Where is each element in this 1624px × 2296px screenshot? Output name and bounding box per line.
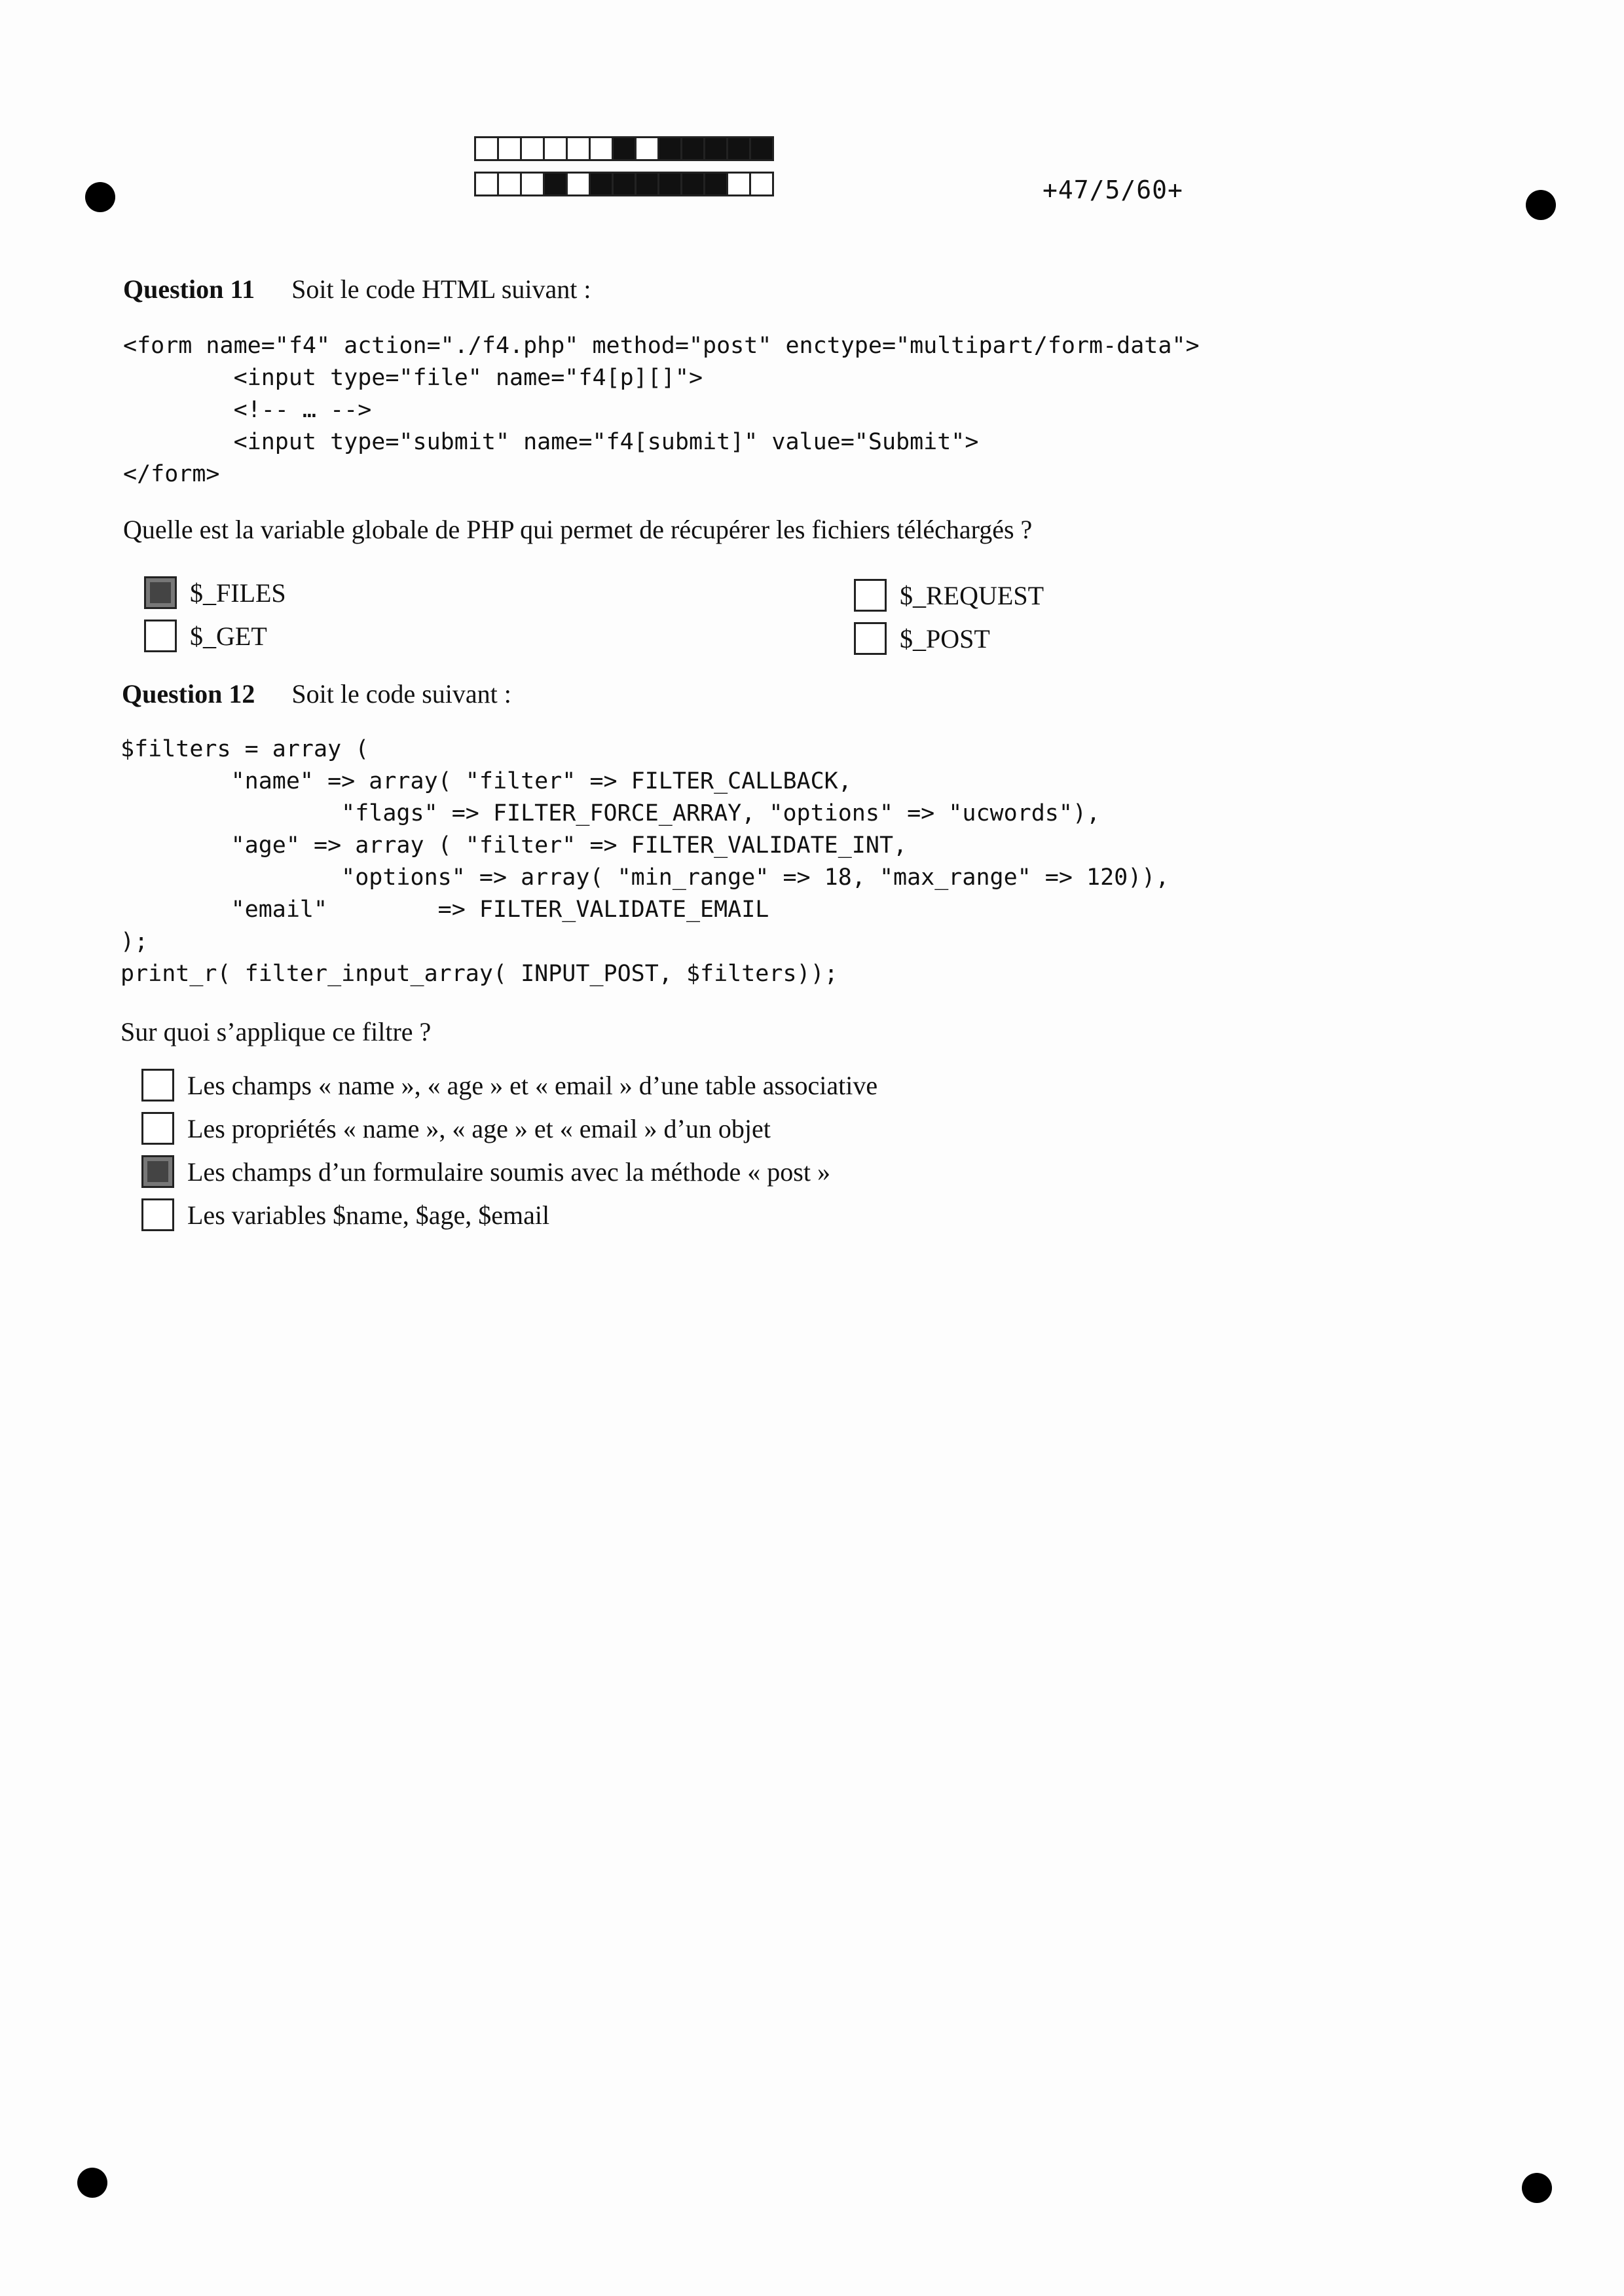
barcode-row-2-cell	[520, 172, 545, 196]
question-11-prompt: Quelle est la variable globale de PHP qui permet de récupérer les fichiers téléchargés ?	[123, 515, 1033, 544]
registration-mark-bottom-left	[77, 2168, 107, 2198]
barcode-row-2-cell	[726, 172, 751, 196]
question-12-number: Question 12	[122, 679, 255, 709]
q11-option-request-checkbox[interactable]	[854, 579, 887, 612]
barcode-row-1-cell	[566, 136, 591, 161]
q11-option-post-checkbox[interactable]	[854, 622, 887, 655]
barcode-row-1-cell	[635, 136, 659, 161]
q11-option-get[interactable]	[144, 620, 267, 652]
q12-option-3-label: Les champs d’un formulaire soumis avec la méthode « post »	[187, 1157, 830, 1187]
barcode-row-2-cell	[612, 172, 637, 196]
q11-option-get-label: $_GET	[190, 621, 267, 651]
barcode-row-2-cell	[543, 172, 568, 196]
barcode-row-2-cell	[474, 172, 499, 196]
question-11-heading	[123, 274, 591, 305]
barcode-row-1-cell	[497, 136, 522, 161]
question-12-intro: Soit le code suivant :	[291, 679, 511, 709]
question-11-number: Question 11	[123, 274, 255, 304]
q12-option-4-label: Les variables $name, $age, $email	[187, 1200, 550, 1230]
barcode-row-1-cell	[703, 136, 728, 161]
q11-option-files[interactable]	[144, 576, 286, 609]
q11-option-get-checkbox[interactable]	[144, 620, 177, 652]
barcode-row-2-cell	[566, 172, 591, 196]
page-id: +47/5/60+	[1043, 176, 1183, 204]
q12-option-associative-table[interactable]	[141, 1069, 877, 1102]
registration-mark-top-left	[85, 182, 115, 212]
barcode-row-2-cell	[657, 172, 682, 196]
q11-option-request[interactable]	[854, 579, 1044, 612]
barcode-row-2-cell	[589, 172, 614, 196]
barcode-row-1-cell	[749, 136, 774, 161]
barcode-row-1-cell	[680, 136, 705, 161]
q11-option-files-checkbox[interactable]	[144, 576, 177, 609]
q12-option-1-checkbox[interactable]	[141, 1069, 174, 1102]
barcode-row-2-cell	[635, 172, 659, 196]
barcode-row-1-cell	[612, 136, 637, 161]
barcode-row-2	[474, 172, 772, 196]
barcode-row-1	[474, 136, 772, 161]
question-12-heading	[122, 678, 511, 709]
barcode-row-1-cell	[543, 136, 568, 161]
q12-option-3-checkbox[interactable]	[141, 1155, 174, 1188]
question-12-code: $filters = array ( "name" => array( "filter" => FILTER_CALLBACK, "flags" => FILTER_FORCE_ARRAY, "options" => "ucwords"), "age" => array ( "filter" => FILTER_VALIDATE_INT, "options" => array( "min_range" => 18, "max_range" => 120)), "email" => FILTER_VALIDATE_EMAIL ); print_r( filter_input_array( INPUT_POST, $filters));	[120, 736, 1170, 987]
barcode-row-1-cell	[520, 136, 545, 161]
q11-option-post-label: $_POST	[900, 623, 990, 654]
q11-option-files-label: $_FILES	[190, 578, 286, 608]
barcode-row-2-cell	[703, 172, 728, 196]
q12-option-object-properties[interactable]	[141, 1112, 771, 1145]
registration-mark-bottom-right	[1522, 2173, 1552, 2203]
barcode-row-2-cell	[680, 172, 705, 196]
q12-option-2-label: Les propriétés « name », « age » et « email » d’un objet	[187, 1113, 771, 1143]
q12-option-2-checkbox[interactable]	[141, 1112, 174, 1145]
q12-option-1-label: Les champs « name », « age » et « email » d’une table associative	[187, 1070, 878, 1100]
question-12-prompt: Sur quoi s’applique ce filtre ?	[120, 1017, 432, 1046]
q12-option-variables[interactable]	[141, 1198, 549, 1231]
barcode-row-2-cell	[749, 172, 774, 196]
barcode-row-2-cell	[497, 172, 522, 196]
registration-mark-top-right	[1526, 190, 1556, 220]
barcode-row-1-cell	[474, 136, 499, 161]
question-11-intro: Soit le code HTML suivant :	[291, 274, 591, 304]
q12-option-4-checkbox[interactable]	[141, 1198, 174, 1231]
question-11-code: <form name="f4" action="./f4.php" method="post" enctype="multipart/form-data"> <input type="file" name="f4[p][]"> <!-- … --> <input type="submit" name="f4[submit]" value="Submit"> </form>	[123, 333, 1200, 487]
barcode-row-1-cell	[589, 136, 614, 161]
barcode-row-1-cell	[726, 136, 751, 161]
q11-option-post[interactable]	[854, 622, 990, 655]
q11-option-request-label: $_REQUEST	[900, 580, 1044, 610]
barcode-row-1-cell	[657, 136, 682, 161]
q12-option-post-form[interactable]	[141, 1155, 830, 1188]
